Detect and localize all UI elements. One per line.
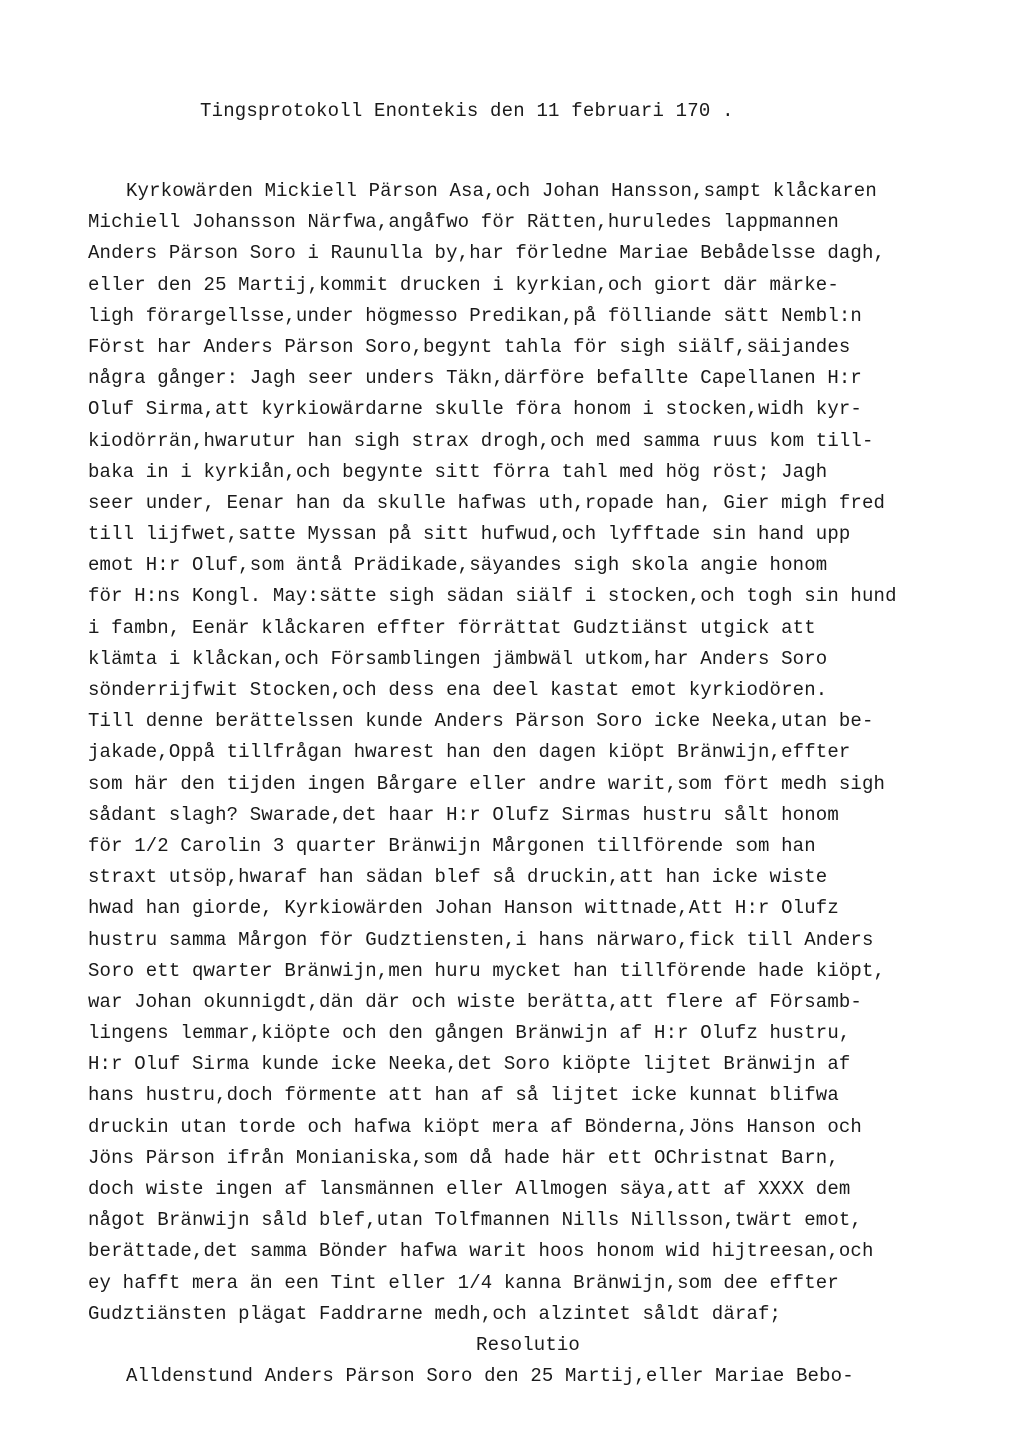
text-line: sådant slagh? Swarade,det haar H:r Olufz Sirmas hustru sålt honom	[88, 803, 839, 826]
text-line: druckin utan torde och hafwa kiöpt mera af Bönderna,Jöns Hanson och	[88, 1115, 862, 1138]
text-line: för 1/2 Carolin 3 quarter Bränwijn Mårgonen tillförende som han	[88, 834, 816, 857]
text-line: Till denne berättelssen kunde Anders Pärson Soro icke Neeka,utan be-	[88, 710, 874, 733]
text-line: lingens lemmar,kiöpte och den gången Bränwijn af H:r Olufz hustru,	[88, 1022, 851, 1045]
text-line: Oluf Sirma,att kyrkiowärdarne skulle föra honom i stocken,widh kyr-	[88, 398, 862, 421]
text-line: seer under, Eenar han da skulle hafwas uth,ropade han, Gier migh fred	[88, 491, 886, 514]
text-line: eller den 25 Martij,kommit drucken i kyrkian,och giort där märke-	[88, 273, 839, 296]
text-line: hans hustru,doch förmente att han af så lijtet icke kunnat blifwa	[88, 1084, 839, 1107]
section-heading: Resolutio	[476, 1333, 580, 1356]
text-line: hustru samma Mårgon för Gudztiensten,i hans närwaro,fick till Anders	[88, 928, 874, 951]
text-line: hwad han giorde, Kyrkiowärden Johan Hanson wittnade,Att H:r Olufz	[88, 897, 839, 920]
text-line: för H:ns Kongl. May:sätte sigh sädan siälf i stocken,och togh sin hund	[88, 585, 897, 608]
text-line: Jöns Pärson ifrån Monianiska,som då hade här ett OChristnat Barn,	[88, 1146, 839, 1169]
text-line: som här den tijden ingen Bårgare eller andre warit,som fört medh sigh	[88, 772, 886, 795]
text-line: Michiell Johansson Närfwa,angåfwo för Rätten,huruledes lappmannen	[88, 211, 839, 234]
text-line: Alldenstund Anders Pärson Soro den 25 Martij,eller Mariae Bebo-	[126, 1365, 854, 1388]
text-line: jakade,Oppå tillfrågan hwarest han den dagen kiöpt Bränwijn,effter	[88, 741, 851, 764]
document-body	[88, 176, 968, 1392]
text-line: Anders Pärson Soro i Raunulla by,har förledne Mariae Bebådelsse dagh,	[88, 242, 886, 265]
text-line: emot H:r Oluf,som äntå Prädikade,säyandes sigh skola angie honom	[88, 554, 828, 577]
text-line: Gudztiänsten plägat Faddrarne medh,och alzintet såldt däraf;	[88, 1302, 782, 1325]
text-line: H:r Oluf Sirma kunde icke Neeka,det Soro kiöpte lijtet Bränwijn af	[88, 1053, 851, 1076]
text-line: sönderrijfwit Stocken,och dess ena deel kastat emot kyrkiodören.	[88, 679, 828, 701]
text-line: straxt utsöp,hwaraf han sädan blef så druckin,att han icke wiste	[88, 866, 828, 889]
text-line: i fambn, Eenär klåckaren effter förrättat Gudztiänst utgick att	[88, 616, 816, 639]
text-line: Först har Anders Pärson Soro,begynt tahla för sigh siälf,säijandes	[88, 335, 851, 358]
text-line: Kyrkowärden Mickiell Pärson Asa,och Johan Hansson,sampt klåckaren	[126, 180, 877, 202]
text-line: doch wiste ingen af lansmännen eller Allmogen säya,att af XXXX dem	[88, 1178, 851, 1200]
text-line: berättade,det samma Bönder hafwa warit hoos honom wid hijtreesan,och	[88, 1240, 874, 1263]
text-line: ligh förargellsse,under högmesso Predikan,på fölliande sätt Nembl:n	[88, 304, 862, 327]
text-line: ey hafft mera än een Tint eller 1/4 kanna Bränwijn,som dee effter	[88, 1271, 839, 1294]
text-line: baka in i kyrkiån,och begynte sitt förra tahl med hög röst; Jagh	[88, 460, 828, 483]
text-line: kiodörrän,hwarutur han sigh strax drogh,och med samma ruus kom till-	[88, 429, 874, 452]
text-line: klämta i klåckan,och Församblingen jämbwäl utkom,har Anders Soro	[88, 647, 828, 670]
text-line: Soro ett qwarter Bränwijn,men huru mycket han tillförende hade kiöpt,	[88, 959, 886, 982]
text-line: något Bränwijn såld blef,utan Tolfmannen Nills Nillsson,twärt emot,	[88, 1209, 862, 1232]
text-line: några gånger: Jagh seer unders Täkn,därföre befallte Capellanen H:r	[88, 367, 862, 390]
text-line: till lijfwet,satte Myssan på sitt hufwud,och lyfftade sin hand upp	[88, 523, 851, 546]
document-title: Tingsprotokoll Enontekis den 11 februari 170 .	[200, 100, 734, 122]
text-line: war Johan okunnigdt,dän där och wiste berätta,att flere af Församb-	[88, 990, 862, 1013]
